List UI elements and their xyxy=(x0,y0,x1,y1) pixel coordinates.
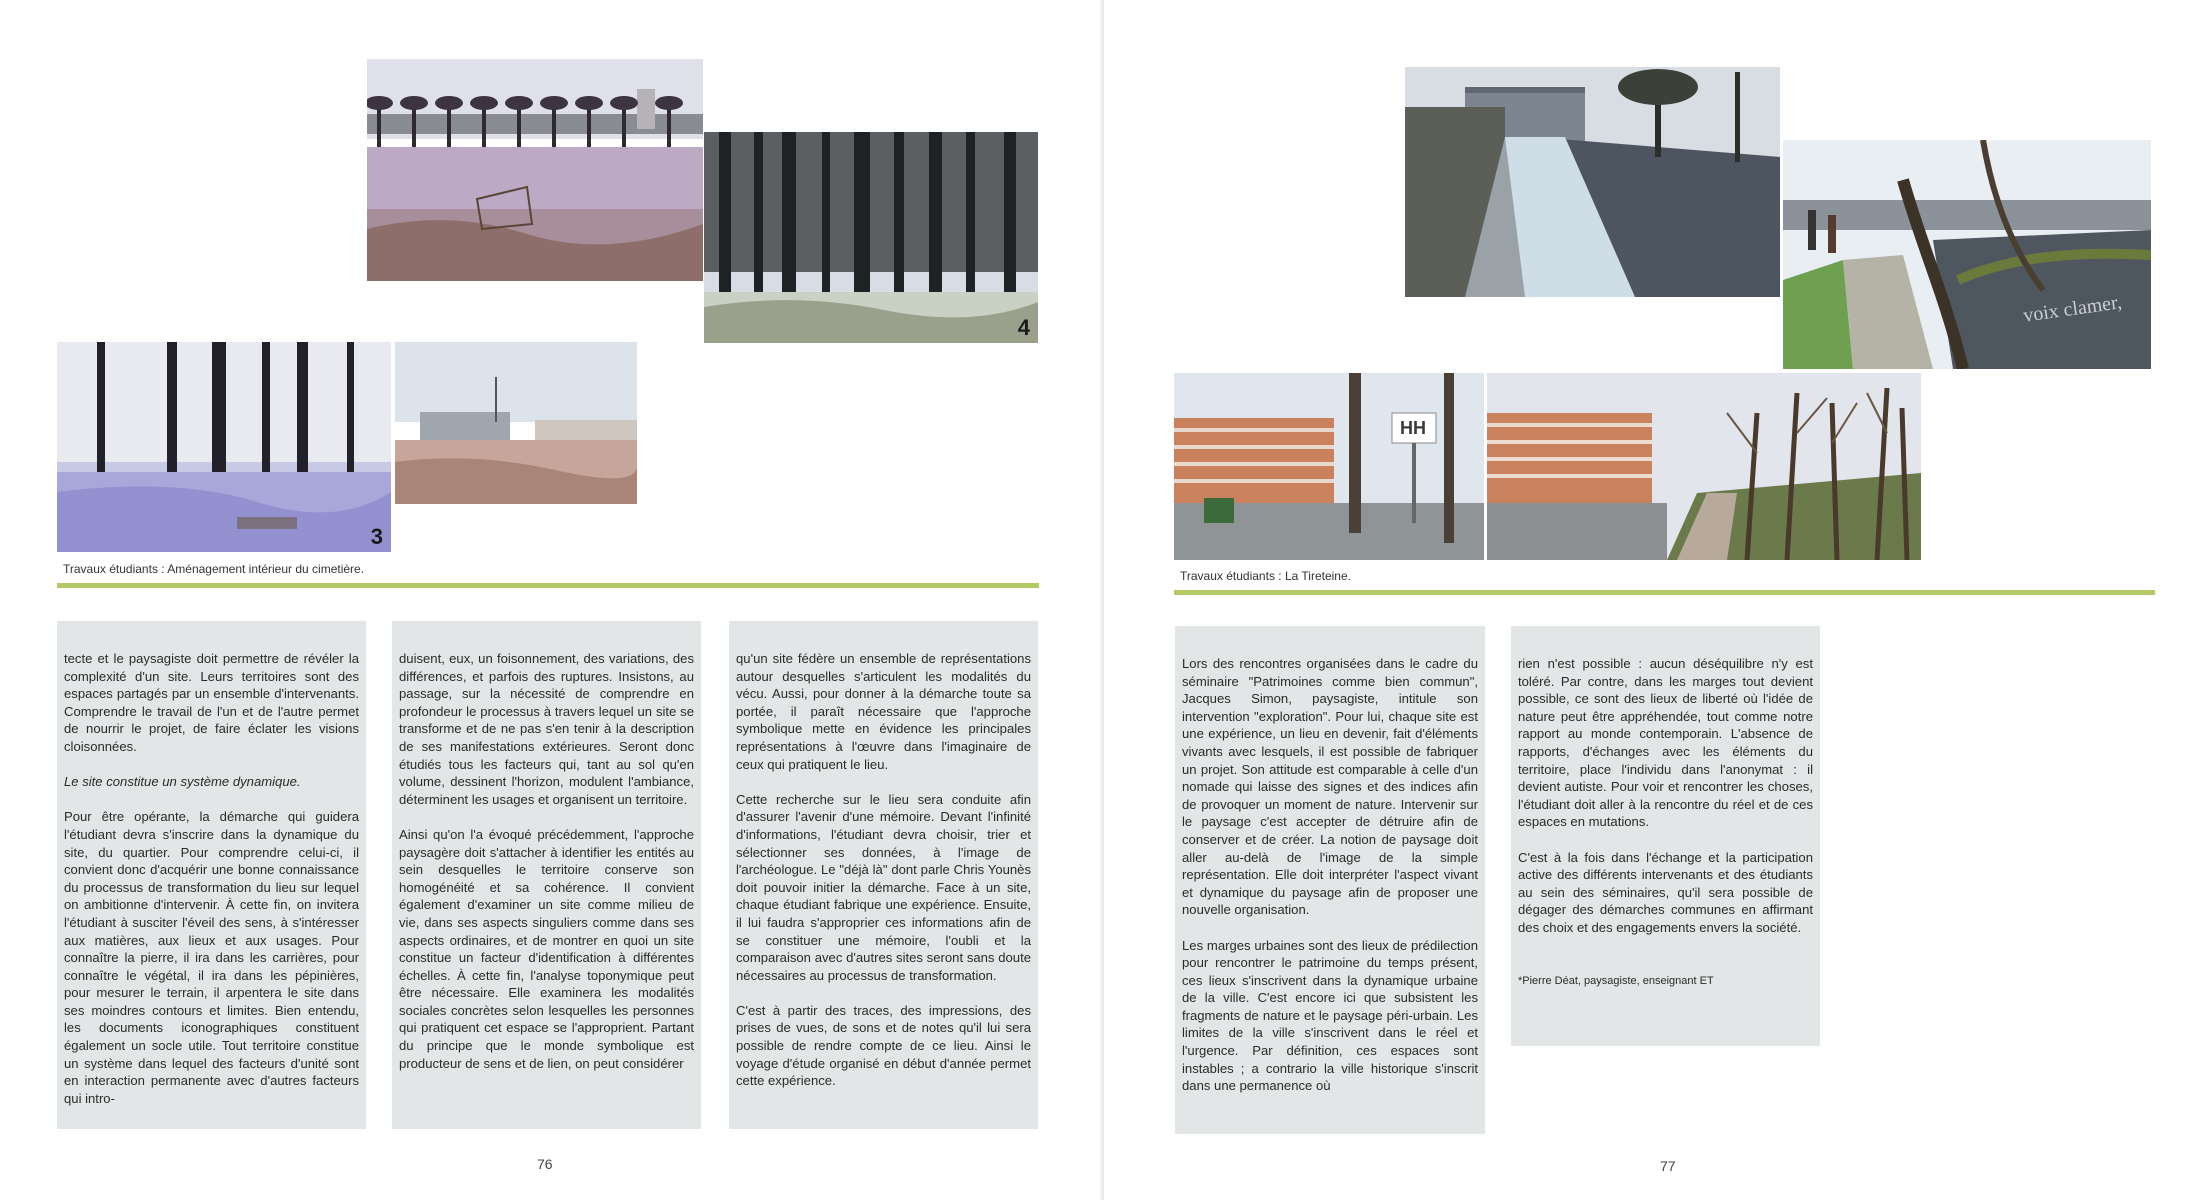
paragraph: Ainsi qu'on l'a évoqué précédemment, l'approche paysagère doit s'attacher à identifier les entités au sein desquelles le territoire conserve son homogénéité et sa cohérence. Il convient également d'examiner un site comme milieu de vie, dans ses aspects singuliers comme dans ses aspects ordinaires, et de montrer en quoi un site constitue un facteur d'identification à différentes échelles. À cette fin, l'analyse toponymique peut être nécessaire. Elle examinera les modalités sociales concrètes selon lesquelles les personnes qui pratiquent cet espace se l'approprient. Partant du principe que le monde symbolique est producteur de sens et de lien, on peut considérer xyxy=(399,826,694,1071)
signage-text: HH xyxy=(1400,418,1426,438)
paragraph: C'est à la fois dans l'échange et la participation active des différents intervenants et des étudiants au sein des séminaires, qu'il sera possible de dégager des démarches communes en affirmant des choix et des engagements envers la société. xyxy=(1518,849,1813,935)
paragraph: tecte et le paysagiste doit permettre de révéler la complexité d'un site. Leurs territoires sont des espaces partagés par un ensemble d'intervenants. Comprendre le travail de l'un et de l'autre permet de nourrir le projet, de faire éclater les visions cloisonnées. xyxy=(64,651,359,754)
paragraph: Pour être opérante, la démarche qui guidera l'étudiant devra s'inscrire dans la dynamique du site, du quartier. Pour comprendre celui-ci, il convient donc d'acquérir une bonne connaissance du processus de transformation du lieu sur lequel on ambitionne d'intervenir. À cette fin, on invitera l'étudiant à susciter l'éveil des sens, à s'intéresser aux matières, aux lieux et aux usages. Pour connaître la pierre, il ira dans les carrières, pour connaître le végétal, il ira dans les pépinières, pour mesurer le terrain, il arpentera le site dans ses moindres contours et limites. Bien entendu, les documents iconographiques constituent également un socle utile. Tout territoire constitue un système dans lequel des facteurs d'unité sont en interaction permanente avec d'autres facteurs qui intro- xyxy=(64,809,359,1106)
photo-apartment-block xyxy=(1174,373,1484,560)
section-heading: Le site constitue un système dynamique. xyxy=(64,774,301,790)
wall-inscription: voix clamer, xyxy=(2021,291,2124,327)
page-number-left: 76 xyxy=(537,1156,553,1172)
text-column-1 xyxy=(57,621,366,1129)
text-column-3 xyxy=(729,621,1038,1129)
photo-lavender-forest xyxy=(57,342,391,552)
text-column-5 xyxy=(1511,626,1820,1046)
caption-bar-left xyxy=(57,556,1039,588)
paragraph: qu'un site fédère un ensemble de représentations autour desquelles s'articulent les modalités du vécu. Aussi, pour donner à la démarche toute sa portée, il paraît nécessaire que l'approche symbolique mette en évidence les principales représentations à l'œuvre dans l'imaginaire de ceux qui pratiquent le lieu. xyxy=(736,651,1031,772)
left-page xyxy=(0,0,1104,1200)
caption-bar-right xyxy=(1174,563,2155,595)
caption-right: Travaux étudiants : La Tireteine. xyxy=(1180,569,1351,583)
paragraph: Lors des rencontres organisées dans le cadre du séminaire "Patrimoines comme bien commun", Jacques Simon, paysagiste, intitule son intervention "exploration". Pour lui, chaque site est une expérience, un lieu en devenir, fait d'éléments vivants avec lesquels, il est possible de fabriquer un projet. Son attitude est comparable à celle d'un nomade qui laisse des signes et des indices afin de provoquer un moment de nature. Intervenir sur le paysage c'est accepter de détruire afin de conserver et de créer. La notion de paysage doit aller au-delà de l'image de la simple représentation. Elle doit interpréter l'aspect vivant et dynamique du paysage afin de proposer une nouvelle organisation. xyxy=(1182,656,1478,918)
page-number-right: 77 xyxy=(1660,1158,1676,1174)
photo-riverside-path xyxy=(1783,140,2151,369)
right-page xyxy=(1104,0,2209,1200)
photo-number-3: 3 xyxy=(370,524,383,549)
paragraph: C'est à partir des traces, des impressions, des prises de vues, de sons et de notes qu'il lui sera possible de rendre compte de ce lieu. Ainsi le voyage d'étude organisé en début d'année permet cette expérience. xyxy=(736,1002,1031,1089)
photo-number-4: 4 xyxy=(1017,315,1030,340)
photo-cemetery-plaza xyxy=(367,59,703,281)
text-column-2 xyxy=(392,621,701,1129)
author-note: *Pierre Déat, paysagiste, enseignant ET xyxy=(1518,974,1714,987)
paragraph: rien n'est possible : aucun déséquilibre n'y est toléré. Par contre, dans les marges tout devient possible, ce sont des lieux de liberté où l'idée de nature peut être appréhendée, tout comme notre rapport au monde contemporain. L'absence de rapports, d'échanges avec les éléments du territoire, place l'individu dans l'anonymat : il devient autiste. Pour voir et rencontrer les choses, l'étudiant doit aller à la rencontre du réel et de ces espaces en mutations. xyxy=(1518,656,1813,830)
paragraph: Cette recherche sur le lieu sera conduite afin d'assurer l'avenir d'une mémoire. Devant l'infinité d'informations, l'étudiant devra choisir, trier et sélectionner ses données, à l'image de l'archéologue. Le "déjà là" dont parle Chris Younès doit pouvoir initier la démarche. Face à un site, chaque étudiant fabrique une expérience. Ensuite, il lui faudra s'approprier ces informations afin de se constituer une mémoire, l'oubli et la comparaison avec d'autres sites seront sans doute nécessaires au processus de transformation. xyxy=(736,791,1031,983)
photo-forest xyxy=(704,132,1038,343)
paragraph: Les marges urbaines sont des lieux de prédilection pour rencontrer le patrimoine du temps présent, ces lieux s'inscrivent dans la dynamique urbaine de la ville. C'est encore ici que subsistent les fragments de nature et le paysage péri-urbain. Les limites de la ville s'inscrivent dans le réel et l'urgence. Par définition, ces espaces sont instables ; a contrario la ville historique s'inscrit dans une permanence où xyxy=(1182,937,1478,1094)
photo-canal xyxy=(1405,67,1780,297)
text-column-4 xyxy=(1175,626,1485,1134)
paragraph: duisent, eux, un foisonnement, des variations, des différences, et parfois des ruptures. Insistons, au passage, sur la nécessité de comprendre en profondeur le processus à travers lequel un site se transforme et de ne pas s'en tenir à la description de ses manifestations extérieures. Seront donc étudiés tous les facteurs qui, tant au sol qu'en volume, dessinent l'horizon, modulent l'ambiance, déterminent les usages et organisent un territoire. xyxy=(399,651,694,807)
photo-bare-trees xyxy=(1487,373,1921,560)
caption-left: Travaux étudiants : Aménagement intérieur du cimetière. xyxy=(63,562,365,576)
photo-construction-site xyxy=(395,342,637,504)
